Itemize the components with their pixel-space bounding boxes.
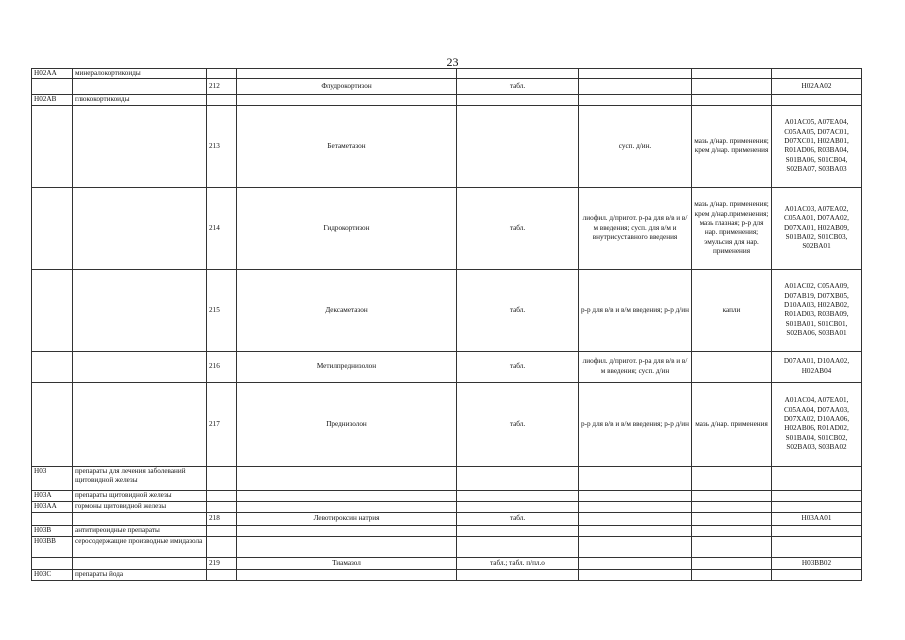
dosage-form-injection [579, 512, 692, 525]
atc-group-code: H02AA [32, 69, 73, 79]
table-row [32, 351, 862, 382]
table-row [32, 525, 862, 536]
dosage-form-oral: табл. [457, 512, 579, 525]
dosage-form-oral: табл. [457, 79, 579, 95]
dosage-form-injection [579, 79, 692, 95]
drug-number: 215 [207, 269, 237, 351]
table-row [32, 79, 862, 95]
drug-number: 218 [207, 512, 237, 525]
drug-name: Дексаметазон [237, 269, 457, 351]
dosage-form-oral: табл. [457, 269, 579, 351]
table-row [32, 382, 862, 466]
table-row [32, 536, 862, 557]
table-row [32, 95, 862, 105]
atc-group-code: H03B [32, 525, 73, 536]
atc-codes: A01AC04, A07EA01, C05AA04, D07AA03, D07XA02, D10AA06, H02AB06, R01AD02, S01BA04, S01CB02, S02BA03, S03BA02 [772, 382, 862, 466]
atc-group-name: антитиреоидные препараты [73, 525, 207, 536]
atc-group-code: H03A [32, 490, 73, 501]
dosage-form-injection: р-р для в/в и в/м введения; р-р д/ин [579, 269, 692, 351]
dosage-form-injection: р-р для в/в и в/м введения; р-р д/ин [579, 382, 692, 466]
atc-group-name: глюкокортикоиды [73, 95, 207, 105]
table-row [32, 490, 862, 501]
dosage-form-oral [457, 105, 579, 187]
atc-codes: A01AC03, A07EA02, C05AA01, D07AA02, D07XA01, H02AB09, S01BA02, S01CB03, S02BA01 [772, 187, 862, 269]
table-row [32, 501, 862, 512]
dosage-form-injection: сусп. д/ин. [579, 105, 692, 187]
dosage-form-topical: капли [692, 269, 772, 351]
dosage-form-oral: табл. [457, 351, 579, 382]
dosage-form-topical: мазь д/нар. применения; крем д/нар.применения; мазь глазная; р-р для нар. применения; эмульсия для нар. применения [692, 187, 772, 269]
atc-group-name: серосодержащие производные имидазола [73, 536, 207, 557]
atc-group-name: препараты щитовидной железы [73, 490, 207, 501]
dosage-form-injection: лиофил. д/пригот. р-ра для в/в и в/м введения; сусп. для в/м и внутрисуставного введения [579, 187, 692, 269]
dosage-form-topical: мазь д/нар. применения [692, 382, 772, 466]
atc-codes: D07AA01, D10AA02, H02AB04 [772, 351, 862, 382]
atc-codes: H02AA02 [772, 79, 862, 95]
drug-name: Метилпреднизолон [237, 351, 457, 382]
table-row [32, 569, 862, 580]
page-number: 23 [446, 55, 459, 69]
dosage-form-topical [692, 557, 772, 569]
table-row [32, 512, 862, 525]
dosage-form-topical [692, 512, 772, 525]
table-row [32, 69, 862, 79]
drug-number: 217 [207, 382, 237, 466]
table-row [32, 557, 862, 569]
drug-name: Преднизолон [237, 382, 457, 466]
table-row [32, 105, 862, 187]
drug-number: 214 [207, 187, 237, 269]
atc-group-code: H03BB [32, 536, 73, 557]
atc-group-code: H03 [32, 466, 73, 490]
atc-codes: A01AC05, A07EA04, C05AA05, D07AC01, D07XC01, H02AB01, R01AD06, R03BA04, S01BA06, S01CB04, S02BA07, S03BA03 [772, 105, 862, 187]
drug-name: Бетаметазон [237, 105, 457, 187]
dosage-form-topical [692, 351, 772, 382]
table-row [32, 466, 862, 490]
dosage-form-oral: табл. [457, 187, 579, 269]
atc-group-code: H02AB [32, 95, 73, 105]
atc-group-code: H03AA [32, 501, 73, 512]
atc-group-name: препараты йода [73, 569, 207, 580]
drug-table [31, 68, 862, 581]
atc-codes: H03BB02 [772, 557, 862, 569]
dosage-form-oral: табл. [457, 382, 579, 466]
atc-codes: H03AA01 [772, 512, 862, 525]
atc-codes: A01AC02, C05AA09, D07AB19, D07XB05, D10AA03, H02AB02, R01AD03, R03BA09, S01BA01, S01CB01, S02BA06, S03BA01 [772, 269, 862, 351]
atc-group-name: препараты для лечения заболеваний щитовидной железы [73, 466, 207, 490]
drug-name: Тиамазол [237, 557, 457, 569]
atc-group-name: гормоны щитовидной железы [73, 501, 207, 512]
drug-name: Флудрокортизон [237, 79, 457, 95]
drug-number: 216 [207, 351, 237, 382]
drug-name: Левотироксин натрия [237, 512, 457, 525]
table-row [32, 187, 862, 269]
atc-group-code: H03C [32, 569, 73, 580]
drug-number: 212 [207, 79, 237, 95]
table-row [32, 269, 862, 351]
drug-name: Гидрокортизон [237, 187, 457, 269]
dosage-form-topical: мазь д/нар. применения; крем д/нар. применения [692, 105, 772, 187]
dosage-form-injection: лиофил. д/пригот. р-ра для в/в и в/м введения; сусп. д/ин [579, 351, 692, 382]
dosage-form-topical [692, 79, 772, 95]
drug-number: 219 [207, 557, 237, 569]
dosage-form-injection [579, 557, 692, 569]
atc-group-name: минералокортикоиды [73, 69, 207, 79]
dosage-form-oral: табл.; табл. п/пл.о [457, 557, 579, 569]
drug-number: 213 [207, 105, 237, 187]
